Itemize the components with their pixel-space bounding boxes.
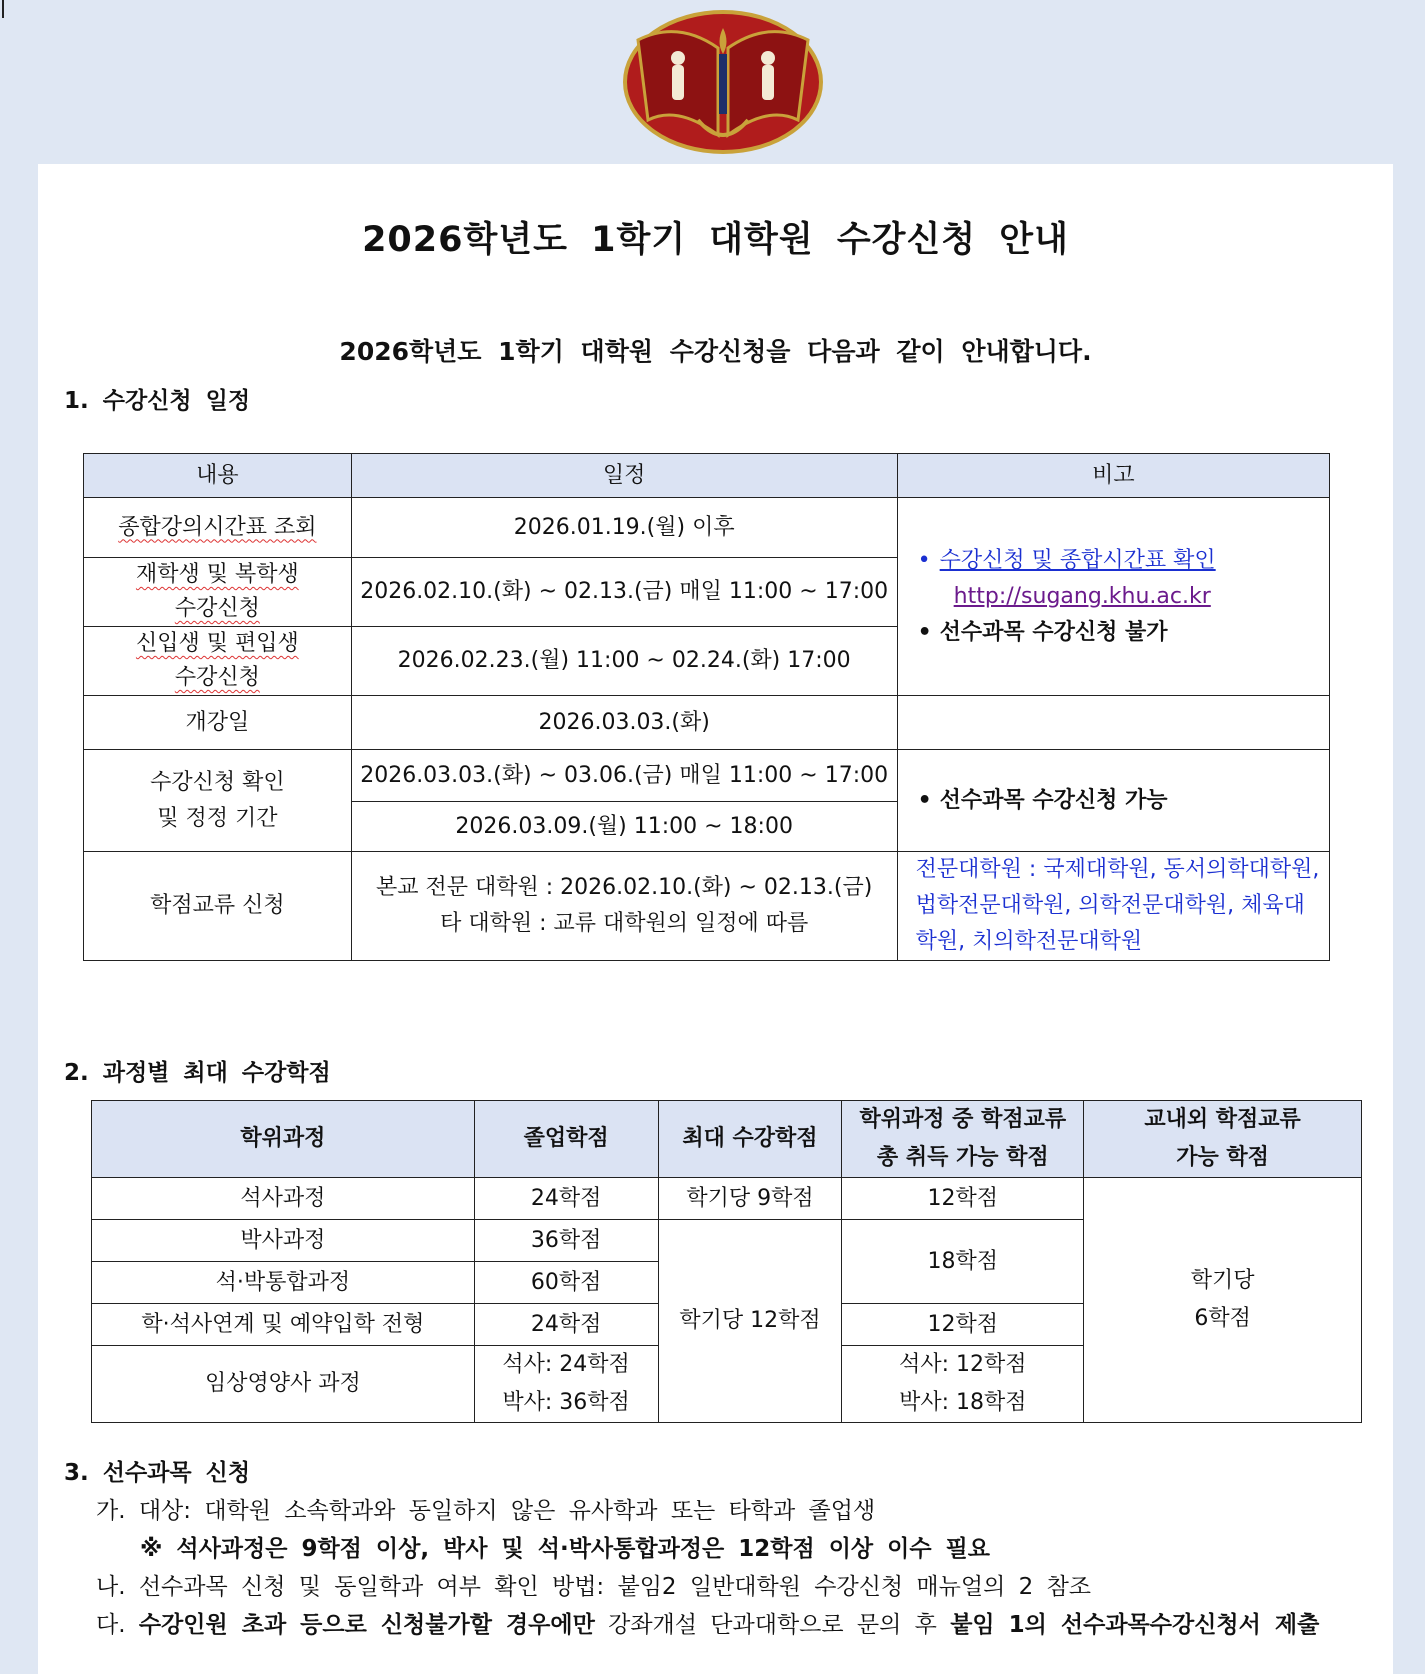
header-max-credits: 최대 수강학점 [658, 1101, 842, 1178]
cell-exchange: 석사: 12학점 박사: 18학점 [842, 1346, 1084, 1423]
section3-note: ※ 석사과정은 9학점 이상, 박사 및 석·박사통합과정은 12학점 이상 이수 필요 [140, 1536, 991, 1562]
cell-content: 학점교류 신청 [84, 852, 352, 961]
cell-schedule: 2026.03.03.(화) ~ 03.06.(금) 매일 11:00 ~ 17:00 [351, 750, 897, 802]
cell-content: 종합강의시간표 조회 [84, 498, 352, 558]
cell-degree: 임상영양사 과정 [92, 1346, 475, 1423]
cell-grad: 24학점 [474, 1304, 658, 1346]
section3-heading: 3. 선수과목 신청 [64, 1460, 251, 1486]
section1-heading: 1. 수강신청 일정 [64, 388, 251, 414]
cell-grad: 60학점 [474, 1262, 658, 1304]
cell-schedule: 2026.01.19.(월) 이후 [351, 498, 897, 558]
cell-max: 학기당 12학점 [658, 1220, 842, 1423]
header-inout-credits: 교내외 학점교류 가능 학점 [1084, 1101, 1362, 1178]
university-emblem-logo [618, 10, 828, 155]
table-row [92, 1178, 1362, 1220]
header-note: 비고 [897, 454, 1329, 498]
table-row [84, 696, 1330, 750]
section3-item-ga: 가. 대상: 대학원 소속학과와 동일하지 않은 유사학과 또는 타학과 졸업생 [96, 1498, 876, 1524]
document-title: 2026학년도 1학기 대학원 수강신청 안내 [362, 220, 1069, 260]
section2-heading: 2. 과정별 최대 수강학점 [64, 1060, 331, 1086]
cell-degree: 석·박통합과정 [92, 1262, 475, 1304]
note-bullet-unavailable: • 선수과목 수강신청 불가 [918, 615, 1325, 651]
credits-table [91, 1100, 1362, 1423]
cell-grad: 36학점 [474, 1220, 658, 1262]
cell-degree: 석사과정 [92, 1178, 475, 1220]
table-row [84, 852, 1330, 961]
header-content: 내용 [84, 454, 352, 498]
table-row [84, 750, 1330, 802]
header-exchange-credits: 학위과정 중 학점교류 총 취득 가능 학점 [842, 1101, 1084, 1178]
cell-note-exchange: 전문대학원 : 국제대학원, 동서의학대학원, 법학전문대학원, 의학전문대학원, 체육대학원, 치의학전문대학원 [897, 852, 1329, 961]
section3-item-da: 다. 수강인원 초과 등으로 신청불가할 경우에만 강좌개설 단과대학으로 문의 후 붙임 1의 선수과목수강신청서 제출 [96, 1612, 1320, 1638]
header-grad-credits: 졸업학점 [474, 1101, 658, 1178]
intro-text: 2026학년도 1학기 대학원 수강신청을 다음과 같이 안내합니다. [339, 337, 1092, 366]
text-cursor [2, 0, 4, 18]
cell-content: 개강일 [84, 696, 352, 750]
cell-note-sugang [897, 498, 1329, 696]
document-page [38, 164, 1393, 1674]
cell-note-empty [897, 696, 1329, 750]
cell-schedule: 본교 전문 대학원 : 2026.02.10.(화) ~ 02.13.(금) 타 대학원 : 교류 대학원의 일정에 따름 [351, 852, 897, 961]
cell-grad: 석사: 24학점 박사: 36학점 [474, 1346, 658, 1423]
cell-max: 학기당 9학점 [658, 1178, 842, 1220]
cell-schedule: 2026.03.03.(화) [351, 696, 897, 750]
cell-exchange: 12학점 [842, 1304, 1084, 1346]
cell-degree: 학·석사연계 및 예약입학 전형 [92, 1304, 475, 1346]
sugang-link[interactable]: • 수강신청 및 종합시간표 확인 [918, 543, 1325, 579]
sugang-url-link[interactable]: http://sugang.khu.ac.kr [953, 583, 1211, 609]
cell-schedule: 2026.03.09.(월) 11:00 ~ 18:00 [351, 802, 897, 852]
cell-schedule: 2026.02.23.(월) 11:00 ~ 02.24.(화) 17:00 [351, 627, 897, 696]
cell-inout: 학기당 6학점 [1084, 1178, 1362, 1423]
cell-degree: 박사과정 [92, 1220, 475, 1262]
schedule-table [83, 453, 1330, 961]
cell-exchange: 12학점 [842, 1178, 1084, 1220]
header-degree: 학위과정 [92, 1101, 475, 1178]
cell-grad: 24학점 [474, 1178, 658, 1220]
table-row [84, 498, 1330, 558]
cell-exchange: 18학점 [842, 1220, 1084, 1304]
section3-item-na: 나. 선수과목 신청 및 동일학과 여부 확인 방법: 붙임2 일반대학원 수강신청 매뉴얼의 2 참조 [96, 1574, 1092, 1600]
cell-schedule: 2026.02.10.(화) ~ 02.13.(금) 매일 11:00 ~ 17:00 [351, 558, 897, 627]
cell-content: 신입생 및 편입생 수강신청 [84, 627, 352, 696]
cell-note-available: • 선수과목 수강신청 가능 [897, 750, 1329, 852]
header-schedule: 일정 [351, 454, 897, 498]
cell-content: 재학생 및 복학생 수강신청 [84, 558, 352, 627]
cell-content: 수강신청 확인 및 정정 기간 [84, 750, 352, 852]
